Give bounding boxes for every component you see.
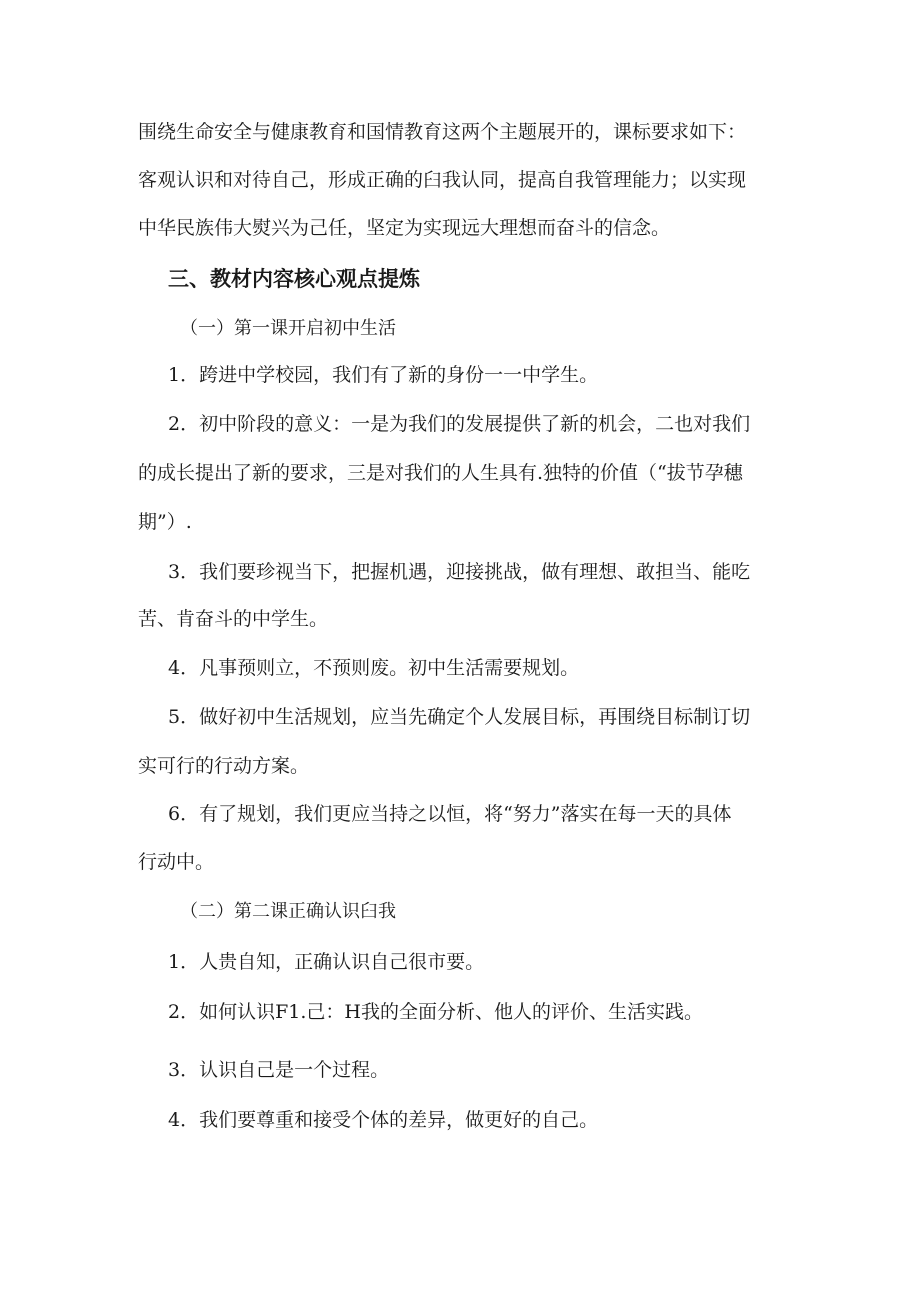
lesson-2-item-3: 3．认识自己是一个过程。 — [168, 1059, 390, 1081]
lesson-1-item-5-line-1: 5．做好初中生活规划，应当先确定个人发展目标，再围绕目标制订切 — [168, 706, 751, 728]
lesson-1-item-3-line-2: 苦、肯奋斗的中学生。 — [138, 608, 329, 630]
lesson-1-item-4: 4．凡事预则立，不预则废。初中生活需要规划。 — [168, 657, 580, 679]
lesson-2-title: （二）第二课正确认识臼我 — [180, 901, 396, 922]
section-heading: 三、教材内容核心观点提炼 — [168, 267, 420, 291]
lesson-2-item-2: 2．如何认识F1.己：H我的全面分析、他人的评价、生活实践。 — [168, 1001, 703, 1023]
lesson-1-item-6-line-1: 6．有了规划，我们更应当持之以恒，将“努力”落实在每一天的具体 — [168, 803, 732, 825]
lesson-1-item-6-line-2: 行动中。 — [138, 851, 215, 873]
lesson-1-item-1: 1．跨进中学校园，我们有了新的身份一一中学生。 — [168, 364, 599, 386]
lesson-1-item-2-line-1: 2．初中阶段的意义：一是为我们的发展提供了新的机会，二也对我们 — [168, 413, 751, 435]
lesson-2-item-4: 4．我们要尊重和接受个体的差异，做更好的自己。 — [168, 1109, 599, 1131]
lesson-1-item-3-line-1: 3．我们要珍视当下，把握机遇，迎接挑战，做有理想、敢担当、能吃 — [168, 561, 751, 583]
intro-line-2: 客观认识和对待自己，形成正确的臼我认同，提高自我管理能力；以实现 — [138, 169, 747, 191]
lesson-1-item-2-line-3: 期”）. — [138, 511, 192, 533]
intro-line-3: 中华民族伟大熨兴为己任，坚定为实现远大理想而奋斗的信念。 — [138, 217, 671, 239]
lesson-1-item-2-line-2: 的成长提出了新的要求，三是对我们的人生具有.独特的价值（“拔节孕穗 — [138, 462, 743, 484]
lesson-1-item-5-line-2: 实可行的行动方案。 — [138, 755, 310, 777]
intro-line-1: 围绕生命安全与健康教育和国情教育这两个主题展开的，课标要求如下： — [138, 121, 747, 143]
lesson-1-title: （一）第一课开启初中生活 — [180, 318, 396, 339]
lesson-2-item-1: 1．人贵自知，正确认识自己很市要。 — [168, 951, 485, 973]
